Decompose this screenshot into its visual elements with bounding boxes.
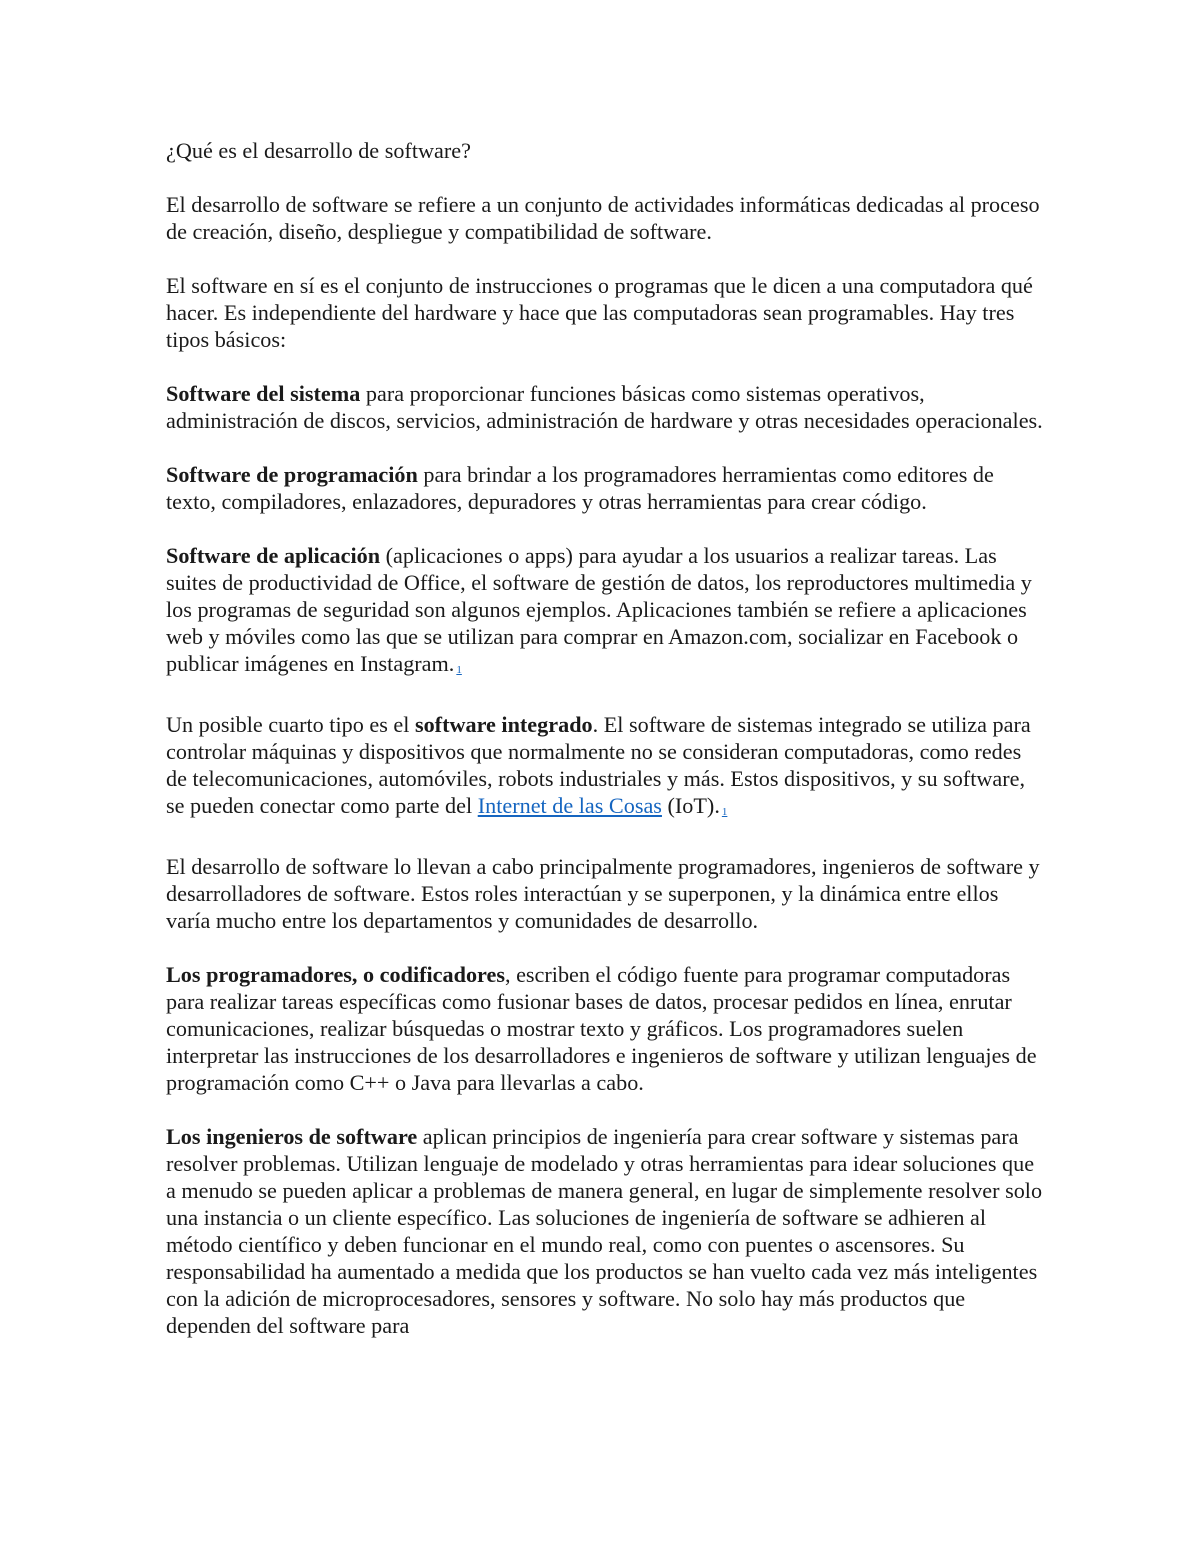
paragraph-application-software: Software de aplicación (aplicaciones o apps) para ayudar a los usuarios a realizar tareas. Las suites de productividad de Office, el software de gestión de datos, los reproductores multimedia y los programas de seguridad son algunos ejemplos. Aplicaciones también se refiere a aplicaciones web y móviles como las que se utilizan para comprar en Amazon.com, socializar en Facebook o publicar imágenes en Instagram. 1 — [166, 543, 1032, 676]
footnote-link-2[interactable]: 1 — [721, 806, 728, 818]
paragraph-programming-software: Software de programación para brindar a los programadores herramientas como editores de texto, compiladores, enlazadores, depuradores y otras herramientas para crear código. — [166, 462, 994, 514]
term-programming-software: Software de programación — [166, 462, 418, 487]
term-engineers: Los ingenieros de software — [166, 1124, 418, 1149]
paragraph-software-intro: El software en sí es el conjunto de instrucciones o programas que le dicen a una computadora qué hacer. Es independiente del hardware y hace que las computadoras sean programables. Hay tres tipos básicos: — [166, 273, 1033, 352]
paragraph-definition: El desarrollo de software se refiere a un conjunto de actividades informáticas dedicadas al proceso de creación, diseño, despliegue y compatibilidad de software. — [166, 192, 1040, 244]
iot-link[interactable]: Internet de las Cosas — [477, 793, 662, 818]
footnote-link-1[interactable]: 1 — [456, 664, 462, 676]
paragraph-programmers: Los programadores, o codificadores, escriben el código fuente para programar computadoras para realizar tareas específicas como fusionar bases de datos, procesar pedidos en línea, enrutar comunicaciones, realizar búsquedas o mostrar texto y gráficos. Los programadores suelen interpretar las instrucciones de los desarrolladores e ingenieros de software y utilizan lenguajes de programación como C++ o Java para llevarlas a cabo. — [166, 962, 1037, 1095]
term-programmers: Los programadores, o codificadores — [166, 962, 505, 987]
term-embedded-software: software integrado — [414, 712, 593, 737]
document-title: ¿Qué es el desarrollo de software? — [166, 138, 471, 163]
paragraph-roles: El desarrollo de software lo llevan a cabo principalmente programadores, ingenieros de software y desarrolladores de software. Estos roles interactúan y se superponen, y la dinámica entre ellos varía mucho entre los departamentos y comunidades de desarrollo. — [166, 854, 1040, 933]
paragraph-system-software: Software del sistema para proporcionar funciones básicas como sistemas operativos, administración de discos, servicios, administración de hardware y otras necesidades operacionales. — [166, 381, 1043, 433]
term-application-software: Software de aplicación — [166, 543, 381, 568]
paragraph-embedded-software: Un posible cuarto tipo es el software integrado. El software de sistemas integrado se utiliza para controlar máquinas y dispositivos que normalmente no se consideran computadoras, como redes de telecomunicaciones, automóviles, robots industriales y más. Estos dispositivos, y su software, se pueden conectar como parte del Internet de las Cosas (IoT). 1 — [166, 712, 1031, 818]
term-system-software: Software del sistema — [166, 381, 361, 406]
document-body — [166, 137, 1046, 1366]
paragraph-engineers: Los ingenieros de software aplican principios de ingeniería para crear software y sistemas para resolver problemas. Utilizan lenguaje de modelado y otras herramientas para idear soluciones que a menudo se pueden aplicar a problemas de manera general, en lugar de simplemente resolver solo una instancia o un cliente específico. Las soluciones de ingeniería de software se adhieren al método científico y deben funcionar en el mundo real, como con puentes o ascensores. Su responsabilidad ha aumentado a medida que los productos se han vuelto cada vez más inteligentes con la adición de microprocesadores, sensores y software. No solo hay más productos que dependen del software para — [166, 1124, 1043, 1338]
